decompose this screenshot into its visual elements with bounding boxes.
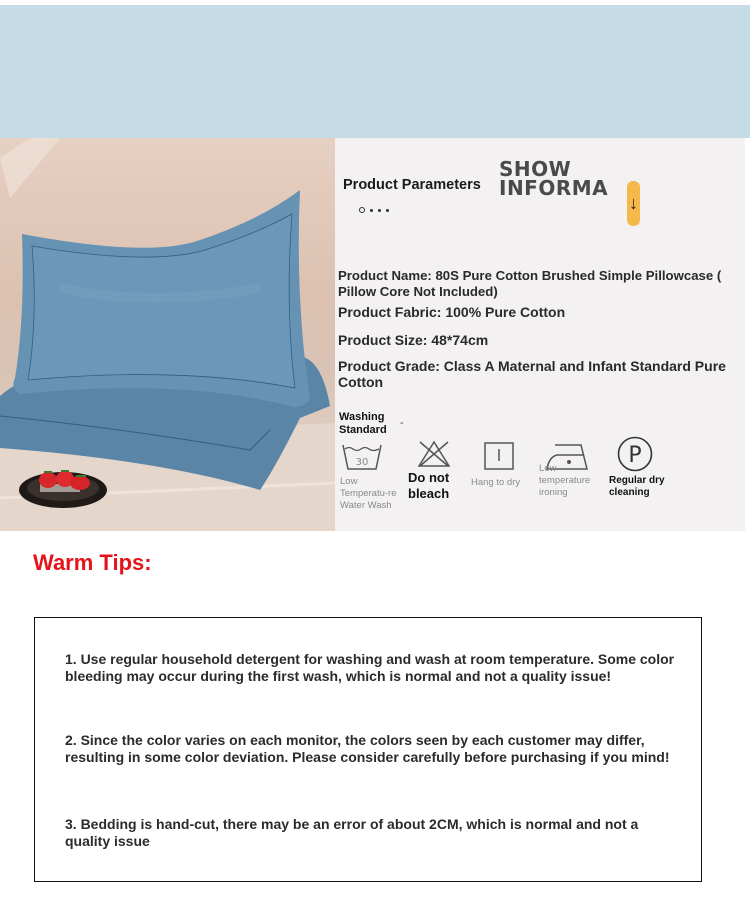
spec-product-grade: Product Grade: Class A Maternal and Infant Standard Pure Cotton [338, 358, 726, 390]
washing-dash: - [400, 417, 404, 429]
spec-product-fabric: Product Fabric: 100% Pure Cotton [338, 304, 566, 320]
product-parameters-panel [335, 138, 745, 531]
wash-temp-number: 30 [355, 457, 369, 468]
dot [370, 209, 373, 212]
show-information-heading [499, 157, 609, 200]
product-photo [0, 138, 335, 531]
tip-item: 1. Use regular household detergent for washing and wash at room temperature. Some color bleeding may occur during the first wash, which is normal and not a quality issue! [65, 651, 675, 684]
spec-product-size: Product Size: 48*74cm [338, 332, 489, 348]
show-info-line2: INFORMA [499, 176, 609, 200]
top-banner [0, 5, 750, 138]
pagination-dots [359, 207, 389, 213]
care-item-low-iron [539, 441, 603, 499]
care-label-dry-clean: Regular dry cleaning [609, 475, 665, 498]
dot [378, 209, 381, 212]
washing-standard-title [339, 411, 394, 437]
arrow-down-icon [627, 181, 640, 226]
tip-item: 2. Since the color varies on each monitor, the colors seen by each customer may differ, resulting in some color deviation. Please consider carefully before purchasing if you mind! [65, 732, 670, 765]
washing-standard-text: Washing Standard [339, 411, 387, 436]
care-label-no-bleach: Do not bleach [408, 470, 450, 501]
care-item-no-bleach [408, 436, 468, 502]
dry-clean-letter: P [628, 443, 642, 468]
care-label-low-iron: Low temperature ironing [539, 463, 591, 498]
product-parameters-title: Product Parameters [343, 177, 481, 193]
care-item-wash [340, 441, 400, 512]
arrow-glyph: ↓ [629, 193, 638, 213]
hang-dry-icon [483, 441, 515, 471]
wash-30-icon [340, 441, 384, 471]
warm-tips-title: Warm Tips: [33, 550, 152, 575]
pillow-illustration [0, 138, 335, 531]
show-info-line1: SHOW [499, 157, 572, 181]
care-label-hang-dry: Hang to dry [471, 477, 521, 488]
dot-active [359, 207, 365, 213]
care-item-hang-dry [471, 441, 531, 489]
tip-item: 3. Bedding is hand-cut, there may be an error of about 2CM, which is normal and not a quality issue [65, 816, 639, 849]
dry-clean-p-icon [616, 435, 654, 473]
no-bleach-icon [416, 436, 452, 470]
dot [386, 209, 389, 212]
care-item-dry-clean [609, 435, 673, 499]
spec-product-name: Product Name: 80S Pure Cotton Brushed Simple Pillowcase ( Pillow Core Not Included) [338, 268, 722, 299]
care-label-wash: Low Temperatu-re Water Wash [340, 476, 397, 511]
warm-tips-box [34, 617, 702, 882]
